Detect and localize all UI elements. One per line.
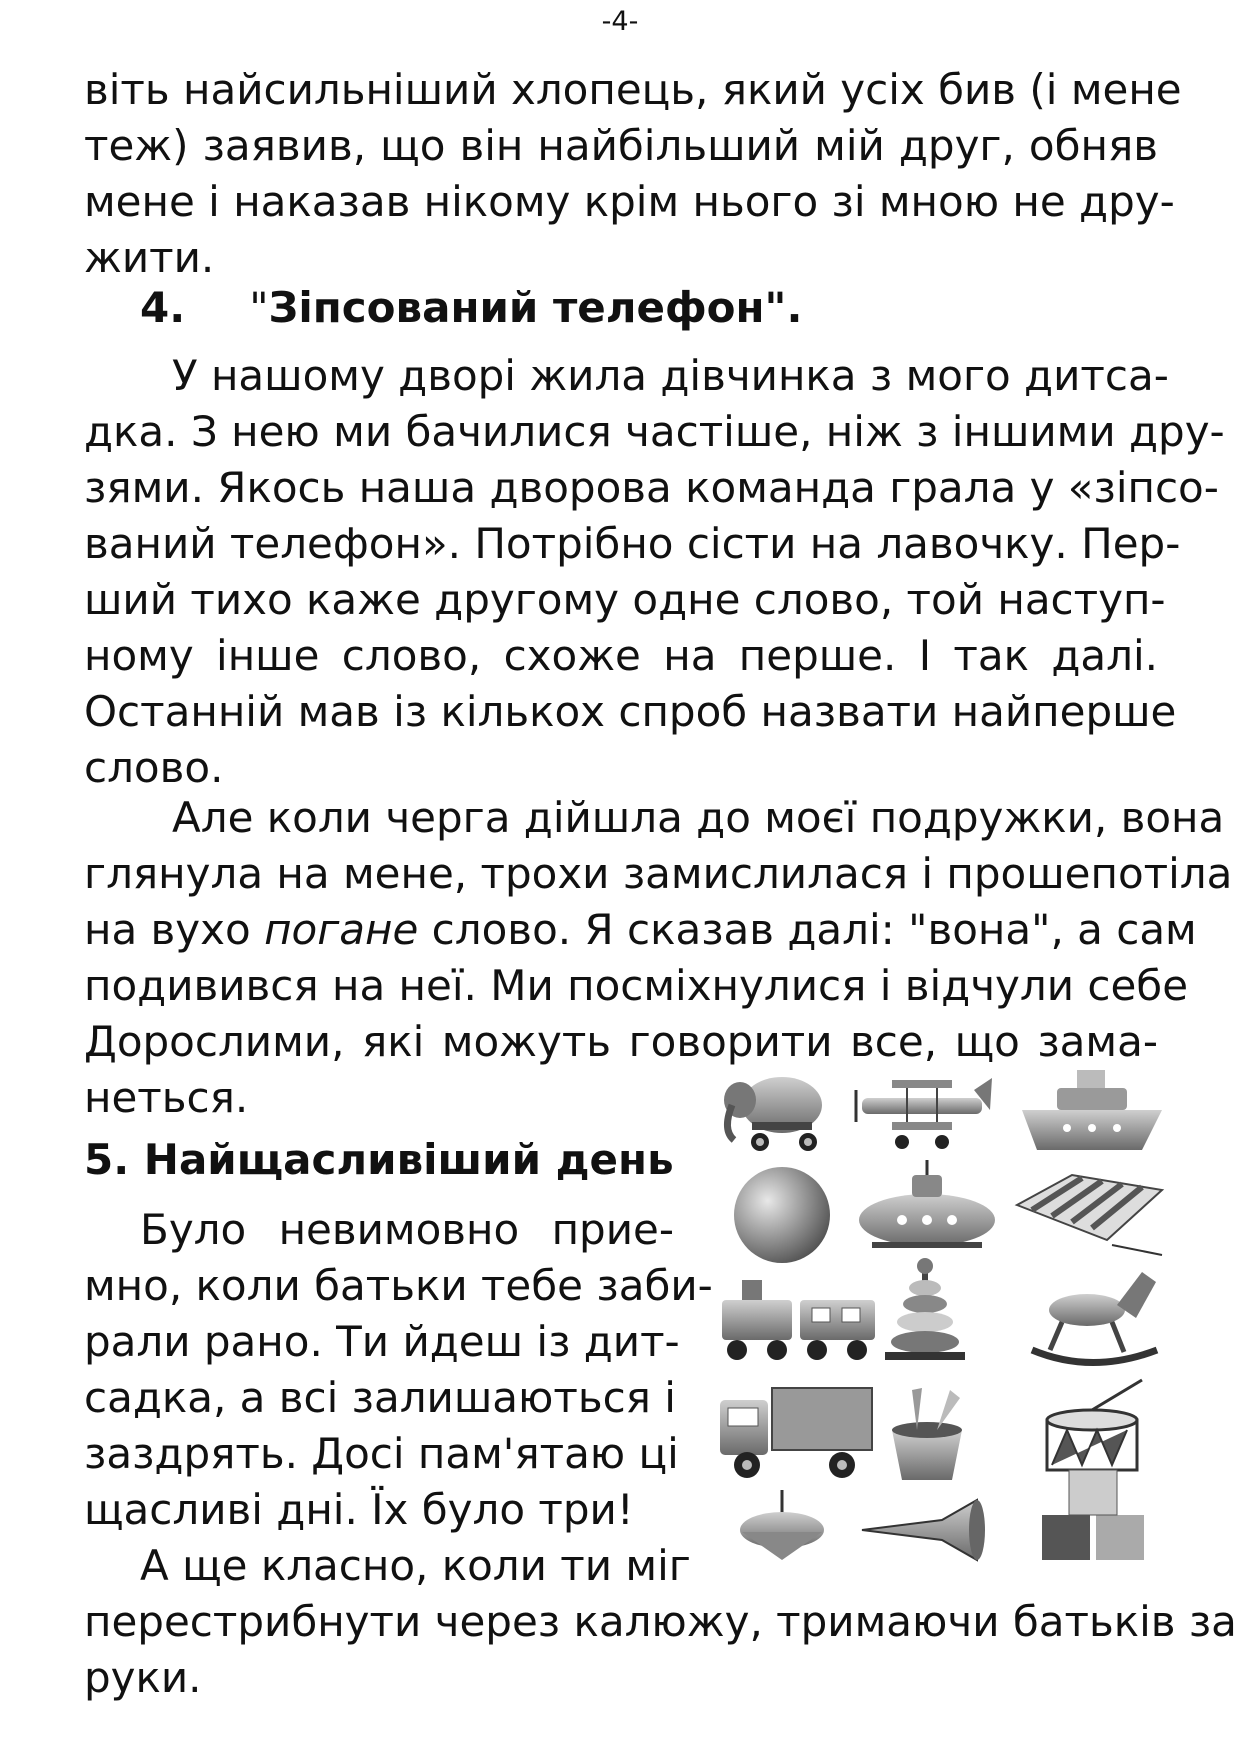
text-line: дка. З нею ми бачилися частіше, ніж з іншими дру-: [84, 407, 1225, 456]
section-title: 5. Найщасливіший день: [84, 1135, 674, 1184]
section-5-heading: [84, 1132, 684, 1188]
blocks-icon: [1042, 1470, 1144, 1560]
text-line: перестрибнути через калюжу, тримаючи батьків за: [84, 1597, 1237, 1646]
elephant-toy-icon: [724, 1077, 822, 1151]
text-line: Дорослими, які можуть говорити все, що зама-: [84, 1017, 1158, 1066]
rocking-horse-icon: [1032, 1272, 1157, 1363]
page-number: -4-: [601, 6, 639, 37]
text-line: садка, а всі залишаються і: [84, 1373, 676, 1422]
train-toy-icon: [722, 1280, 875, 1360]
boat-toy-icon: [1022, 1070, 1162, 1150]
text-line: зями. Якось наша дворова команда грала у «зіпсо-: [84, 463, 1219, 512]
text-line: мене і наказав нікому крім нього зі мною не дру-: [84, 177, 1175, 226]
paragraph-5-first-line: [84, 1538, 691, 1594]
text-line: [84, 902, 1197, 958]
paragraph-1: [84, 62, 1182, 286]
toys-illustration: [712, 1060, 1166, 1566]
text-line: Але коли черга дійшла до моєї подружки, вона: [172, 793, 1225, 842]
submarine-toy-icon: [859, 1160, 995, 1248]
sand-bucket-icon: [892, 1388, 962, 1480]
text-line: рали рано. Ти йдеш із дит-: [84, 1317, 680, 1366]
text-line: глянула на мене, трохи замислилася і прошепотіла: [84, 849, 1233, 898]
text-line: заздрять. Досі пам'ятаю ці: [84, 1429, 679, 1478]
text-line: ваний телефон». Потрібно сісти на лавочку. Пер-: [84, 519, 1181, 568]
spinning-top-icon: [740, 1490, 824, 1560]
text-line: неться.: [84, 1073, 249, 1122]
text-line: жити.: [84, 233, 215, 282]
text-line: Останній мав із кількох спроб назвати найперше: [84, 687, 1177, 736]
pyramid-toy-icon: [885, 1258, 965, 1360]
text-line: ший тихо каже другому одне слово, той наступ-: [84, 575, 1166, 624]
text-line: щасливі дні. Їх було три!: [84, 1485, 634, 1534]
truck-toy-icon: [720, 1388, 872, 1478]
drum-icon: [1047, 1380, 1142, 1470]
paragraph-5: [84, 1594, 1237, 1706]
paragraph-4: [84, 1202, 713, 1538]
text-line: теж) заявив, що він найбільший мій друг, обняв: [84, 121, 1158, 170]
paragraph-2: [84, 348, 1225, 796]
text-line: А ще класно, коли ти міг: [140, 1541, 691, 1590]
airplane-toy-icon: [856, 1078, 992, 1149]
trumpet-icon: [862, 1500, 985, 1560]
italic-word: погане: [264, 905, 419, 954]
text-line: віть найсильніший хлопець, який усіх бив (і мене: [84, 65, 1182, 114]
xylophone-icon: [1017, 1175, 1162, 1255]
ball-icon: [734, 1167, 830, 1263]
text-line: ному інше слово, схоже на перше. І так далі.: [84, 631, 1158, 680]
text-line: Було невимовно прие-: [140, 1205, 674, 1254]
text-line: подивився на неї. Ми посміхнулися і відчули себе: [84, 961, 1189, 1010]
text-span: слово. Я сказав далі: "вона", а сам: [418, 905, 1197, 954]
text-line: мно, коли батьки тебе заби-: [84, 1261, 713, 1310]
section-title-quote: ": [249, 283, 269, 332]
section-4-heading: [140, 280, 1214, 336]
text-line: слово.: [84, 743, 224, 792]
text-span: на вухо: [84, 905, 265, 954]
section-title: Зіпсований телефон".: [268, 283, 803, 332]
text-line: руки.: [84, 1653, 202, 1702]
section-number: 4.: [140, 283, 186, 332]
text-line: У нашому дворі жила дівчинка з мого дитса-: [172, 351, 1169, 400]
